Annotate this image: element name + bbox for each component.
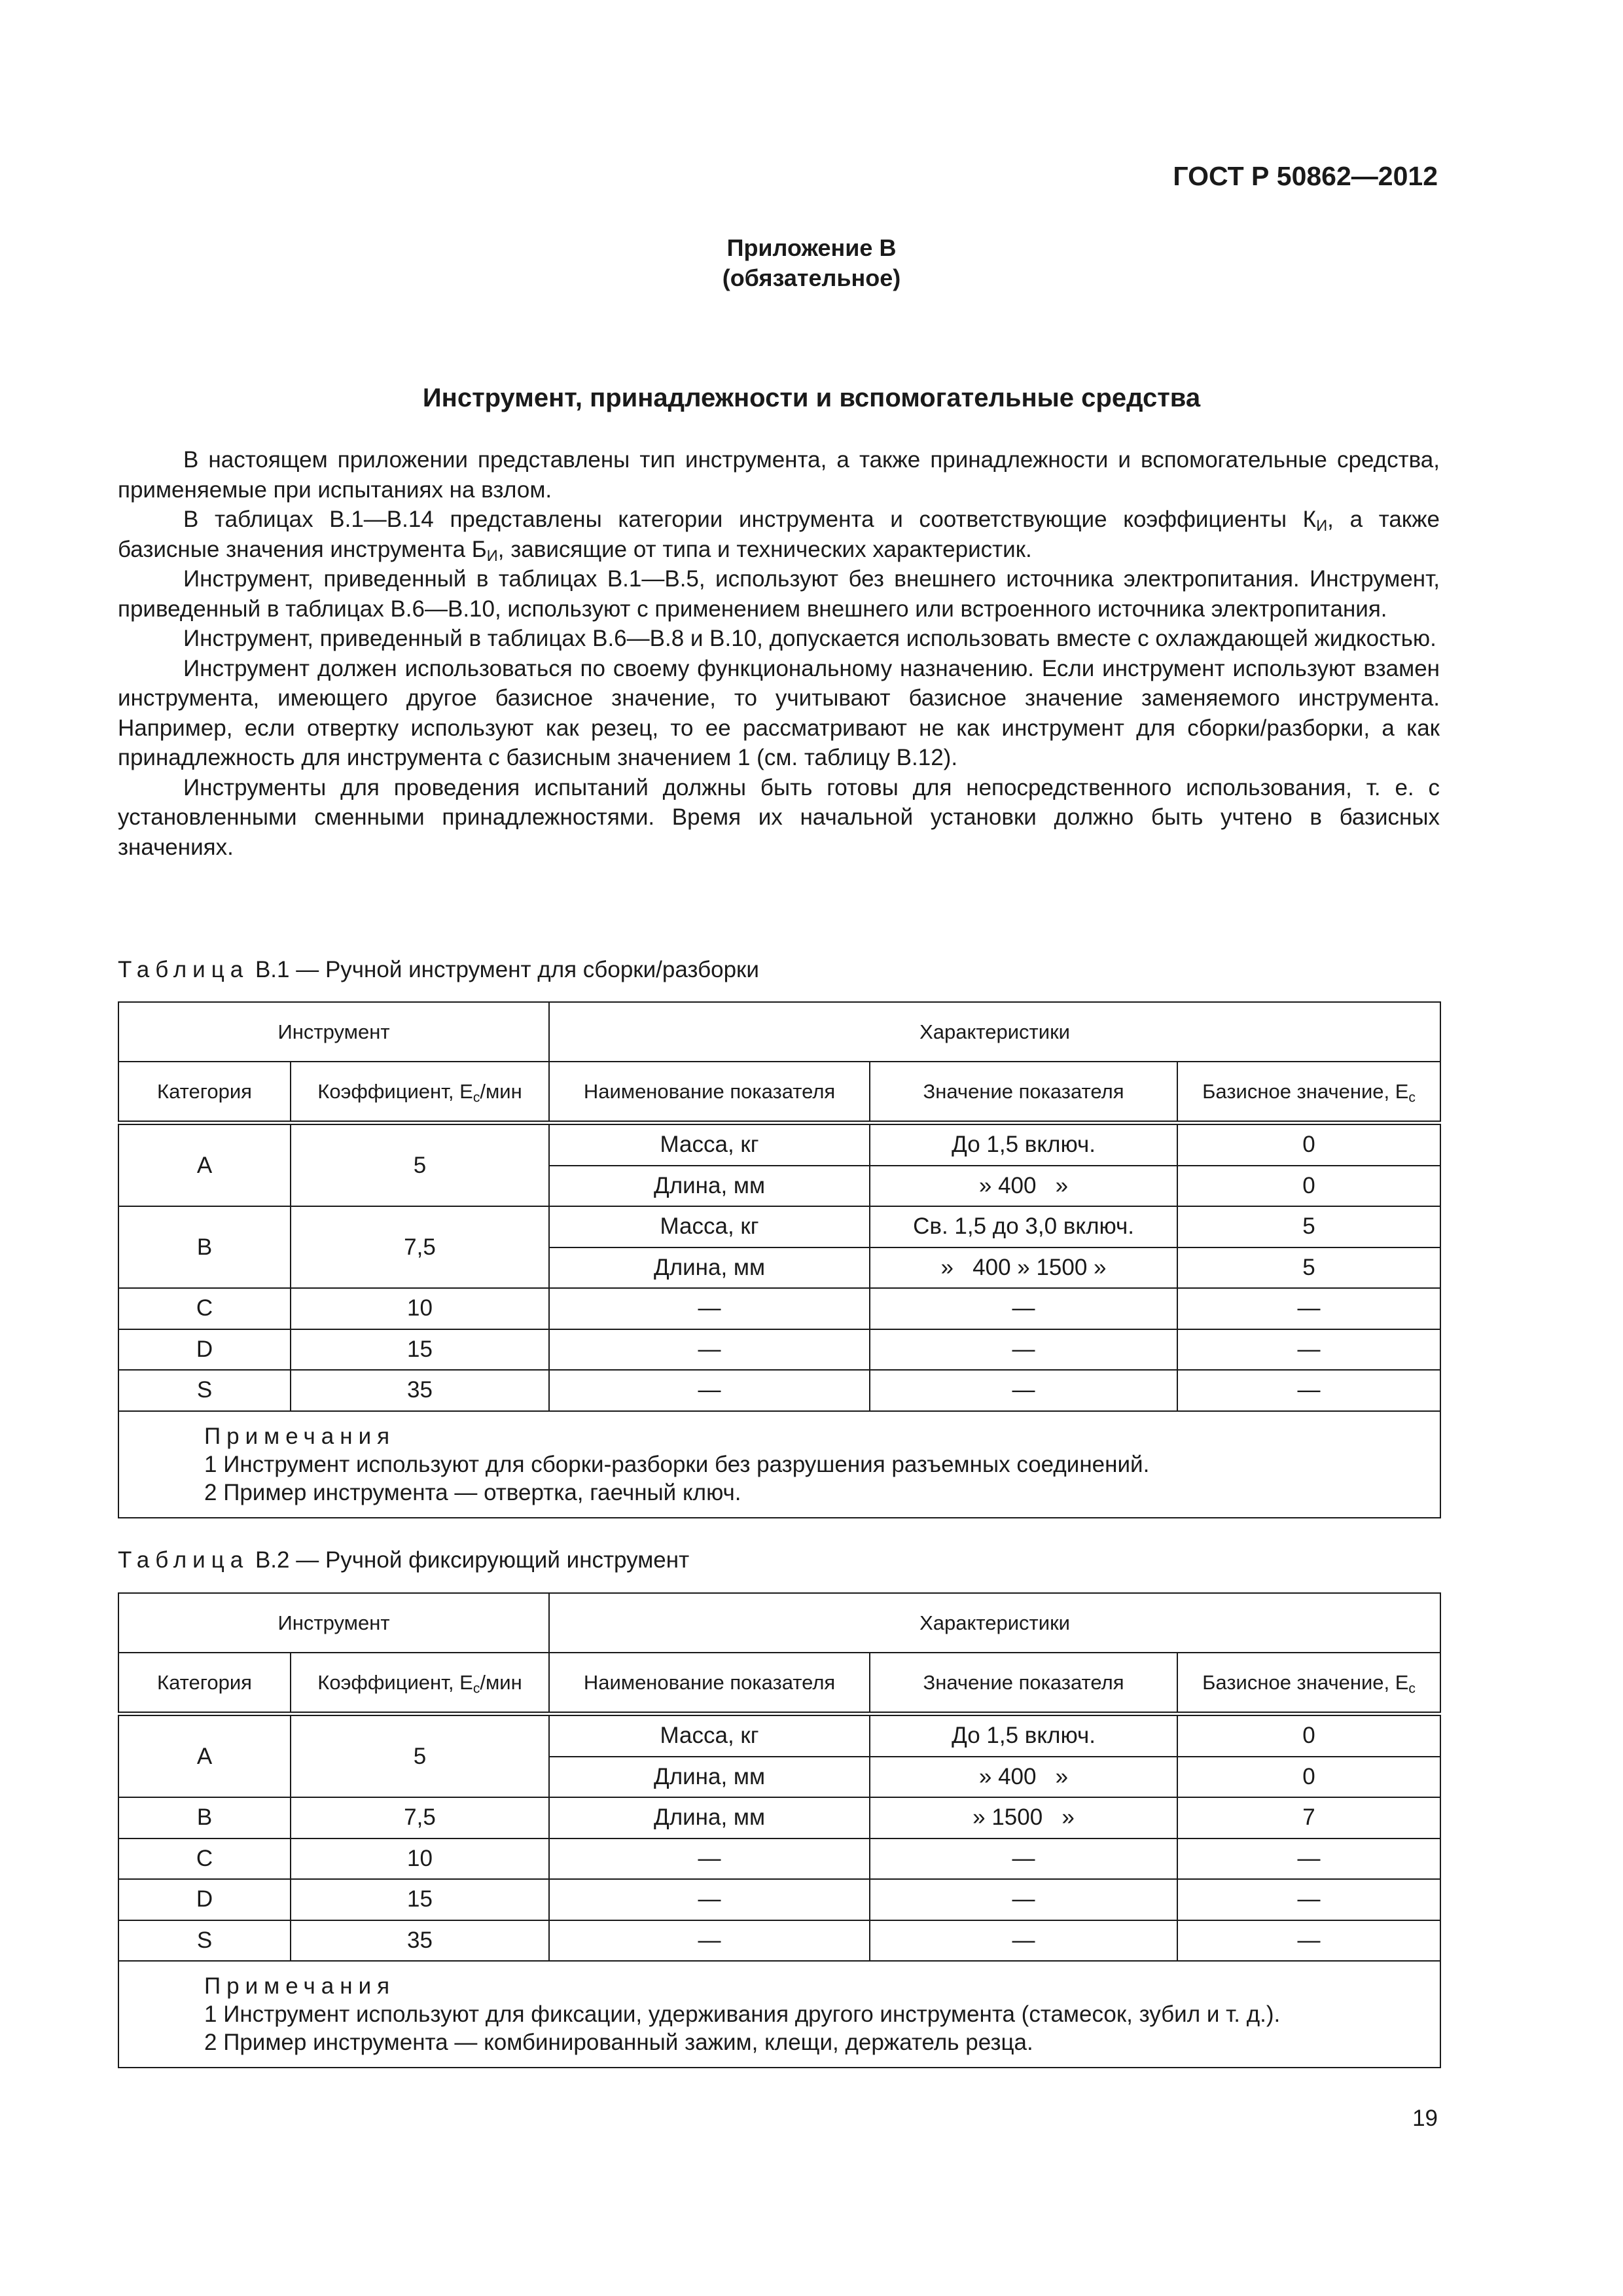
cell-indicator-name: — xyxy=(549,1288,870,1329)
cell-base-value: 0 xyxy=(1177,1714,1440,1757)
header-coefficient: Коэффициент, $Е_с$/мин xyxy=(291,1653,549,1714)
cell-indicator-value: До 1,5 включ. xyxy=(870,1714,1177,1757)
cell-category: S xyxy=(118,1920,291,1962)
cell-coefficient: 7,5 xyxy=(291,1206,549,1288)
cell-category: D xyxy=(118,1879,291,1920)
cell-coefficient: 35 xyxy=(291,1370,549,1411)
appendix-title: Приложение В xyxy=(726,234,897,261)
table-notes xyxy=(118,1411,1440,1518)
note-item: 2 Пример инструмента — отвертка, гаечный ключ. xyxy=(204,1479,741,1505)
cell-indicator-value: — xyxy=(870,1839,1177,1880)
paragraph-text: , а также базисные значения инструмента Б xyxy=(118,507,1440,562)
caption-text: В.1 — Ручной инструмент для сборки/разборки xyxy=(249,957,759,982)
table-notes-row xyxy=(118,1411,1440,1518)
header-indicator-name: Наименование показателя xyxy=(549,1653,870,1714)
note-item: 2 Пример инструмента — комбинированный зажим, клещи, держатель резца. xyxy=(204,2030,1033,2055)
notes-heading: Примечания xyxy=(204,1423,396,1449)
cell-base-value: 5 xyxy=(1177,1247,1440,1289)
paragraph-text: В таблицах В.1—В.14 представлены категории инструмента и соответствующие коэффициенты К xyxy=(183,507,1317,532)
notes-heading: Примечания xyxy=(204,1973,396,1999)
header-indicator-value: Значение показателя xyxy=(870,1062,1177,1123)
cell-coefficient: 5 xyxy=(291,1714,549,1798)
header-indicator-value: Значение показателя xyxy=(870,1653,1177,1714)
paragraph: В настоящем приложении представлены тип инструмента, а также принадлежности и вспомогательные средства, применяемые при испытаниях на взлом. xyxy=(118,447,1440,503)
header-indicator-name: Наименование показателя xyxy=(549,1062,870,1123)
cell-indicator-value: — xyxy=(870,1288,1177,1329)
cell-category: С xyxy=(118,1839,291,1880)
note-item: 1 Инструмент используют для фиксации, удерживания другого инструмента (стамесок, зубил и т. д.). xyxy=(204,2001,1281,2027)
header-base-value: Базисное значение, $Е_с$ xyxy=(1177,1062,1440,1123)
cell-indicator-name: — xyxy=(549,1839,870,1880)
cell-indicator-value: Св. 1,5 до 3,0 включ. xyxy=(870,1206,1177,1247)
cell-coefficient: 35 xyxy=(291,1920,549,1962)
paragraph-text: , зависящие от типа и технических характеристик. xyxy=(497,536,1032,562)
paragraph xyxy=(118,505,1440,564)
cell-base-value: — xyxy=(1177,1288,1440,1329)
cell-indicator-name: — xyxy=(549,1329,870,1371)
cell-base-value: — xyxy=(1177,1329,1440,1371)
cell-category: А xyxy=(118,1123,291,1207)
cell-indicator-value: — xyxy=(870,1920,1177,1962)
cell-base-value: 0 xyxy=(1177,1166,1440,1207)
standard-code: ГОСТ Р 50862—2012 xyxy=(1173,161,1438,191)
cell-category: D xyxy=(118,1329,291,1371)
subscript: И xyxy=(1316,516,1328,535)
cell-category: S xyxy=(118,1370,291,1411)
cell-coefficient: 15 xyxy=(291,1879,549,1920)
cell-indicator-name: — xyxy=(549,1920,870,1962)
table-row xyxy=(118,1123,1440,1166)
table-notes xyxy=(118,1961,1440,2068)
header-instrument: Инструмент xyxy=(118,1593,549,1653)
cell-base-value: 7 xyxy=(1177,1797,1440,1839)
cell-coefficient: 10 xyxy=(291,1839,549,1880)
cell-indicator-name: Масса, кг xyxy=(549,1206,870,1247)
table-row xyxy=(118,1879,1440,1920)
table-row xyxy=(118,1920,1440,1962)
table-row xyxy=(118,1797,1440,1839)
cell-indicator-name: Длина, мм xyxy=(549,1166,870,1207)
cell-category: С xyxy=(118,1288,291,1329)
table1-caption xyxy=(118,957,759,983)
cell-base-value: 0 xyxy=(1177,1757,1440,1798)
table-row xyxy=(118,1329,1440,1371)
cell-coefficient: 5 xyxy=(291,1123,549,1207)
cell-indicator-value: — xyxy=(870,1370,1177,1411)
paragraph: Инструмент, приведенный в таблицах В.1—В.5, используют без внешнего источника электропитания. Инструмент, приведенный в таблицах В.6—В.10, используют с применением внешнего или встроенного источника электропитания. xyxy=(118,566,1440,622)
table-header-row xyxy=(118,1002,1440,1062)
table-header-row xyxy=(118,1653,1440,1714)
cell-category: В xyxy=(118,1797,291,1839)
header-category: Категория xyxy=(118,1062,291,1123)
paragraph: Инструмент, приведенный в таблицах В.6—В.8 и В.10, допускается использовать вместе с охлаждающей жидкостью. xyxy=(183,626,1436,651)
caption-word: Таблица xyxy=(118,1547,249,1573)
caption-text: В.2 — Ручной фиксирующий инструмент xyxy=(249,1547,690,1573)
table2-caption xyxy=(118,1547,689,1573)
body-text xyxy=(118,445,1440,862)
paragraph: Инструмент должен использоваться по своему функциональному назначению. Если инструмент используют взамен инструмента, имеющего другое базисное значение, то учитывают базисное значение заменяемого инструмента. Например, если отвертку используют как резец, то ее рассматривают не как инструмент для сборки/разборки, а как принадлежность для инструмента с базисным значением 1 (см. таблицу В.12). xyxy=(118,655,1440,770)
cell-indicator-name: Масса, кг xyxy=(549,1123,870,1166)
header-base-value: Базисное значение, $Е_с$ xyxy=(1177,1653,1440,1714)
cell-indicator-value: » 1500 » xyxy=(870,1797,1177,1839)
section-title: Инструмент, принадлежности и вспомогательные средства xyxy=(422,384,1201,412)
table-row xyxy=(118,1839,1440,1880)
table-header-row xyxy=(118,1062,1440,1123)
table1 xyxy=(118,1001,1441,1518)
table-header-row xyxy=(118,1593,1440,1653)
cell-base-value: — xyxy=(1177,1839,1440,1880)
cell-indicator-name: Длина, мм xyxy=(549,1247,870,1289)
cell-base-value: — xyxy=(1177,1370,1440,1411)
header-characteristics: Характеристики xyxy=(549,1002,1440,1062)
header-coefficient: Коэффициент, $Е_с$/мин xyxy=(291,1062,549,1123)
cell-indicator-name: Масса, кг xyxy=(549,1714,870,1757)
subscript: И xyxy=(486,547,498,565)
header-instrument: Инструмент xyxy=(118,1002,549,1062)
appendix-heading xyxy=(0,233,1623,293)
cell-indicator-name: Длина, мм xyxy=(549,1757,870,1798)
cell-indicator-value: » 400 » xyxy=(870,1757,1177,1798)
table-row xyxy=(118,1206,1440,1247)
cell-indicator-value: — xyxy=(870,1879,1177,1920)
cell-indicator-value: » 400 » xyxy=(870,1166,1177,1207)
cell-indicator-value: До 1,5 включ. xyxy=(870,1123,1177,1166)
cell-base-value: 0 xyxy=(1177,1123,1440,1166)
appendix-status: (обязательное) xyxy=(722,264,901,291)
page-number: 19 xyxy=(1412,2106,1438,2131)
table-row xyxy=(118,1370,1440,1411)
table2 xyxy=(118,1592,1441,2068)
cell-coefficient: 15 xyxy=(291,1329,549,1371)
cell-base-value: 5 xyxy=(1177,1206,1440,1247)
note-item: 1 Инструмент используют для сборки-разборки без разрушения разъемных соединений. xyxy=(204,1451,1150,1477)
table-row xyxy=(118,1714,1440,1757)
caption-word: Таблица xyxy=(118,957,249,982)
cell-category: А xyxy=(118,1714,291,1798)
cell-indicator-value: — xyxy=(870,1329,1177,1371)
cell-indicator-name: Длина, мм xyxy=(549,1797,870,1839)
cell-indicator-name: — xyxy=(549,1370,870,1411)
cell-category: В xyxy=(118,1206,291,1288)
cell-indicator-value: » 400 » 1500 » xyxy=(870,1247,1177,1289)
header-category: Категория xyxy=(118,1653,291,1714)
cell-base-value: — xyxy=(1177,1920,1440,1962)
cell-indicator-name: — xyxy=(549,1879,870,1920)
cell-coefficient: 10 xyxy=(291,1288,549,1329)
header-characteristics: Характеристики xyxy=(549,1593,1440,1653)
cell-base-value: — xyxy=(1177,1879,1440,1920)
table-row xyxy=(118,1288,1440,1329)
cell-coefficient: 7,5 xyxy=(291,1797,549,1839)
table-notes-row xyxy=(118,1961,1440,2068)
paragraph: Инструменты для проведения испытаний должны быть готовы для непосредственного использования, т. е. с установленными сменными принадлежностями. Время их начальной установки должно быть учтено в базисных значениях. xyxy=(118,774,1440,860)
